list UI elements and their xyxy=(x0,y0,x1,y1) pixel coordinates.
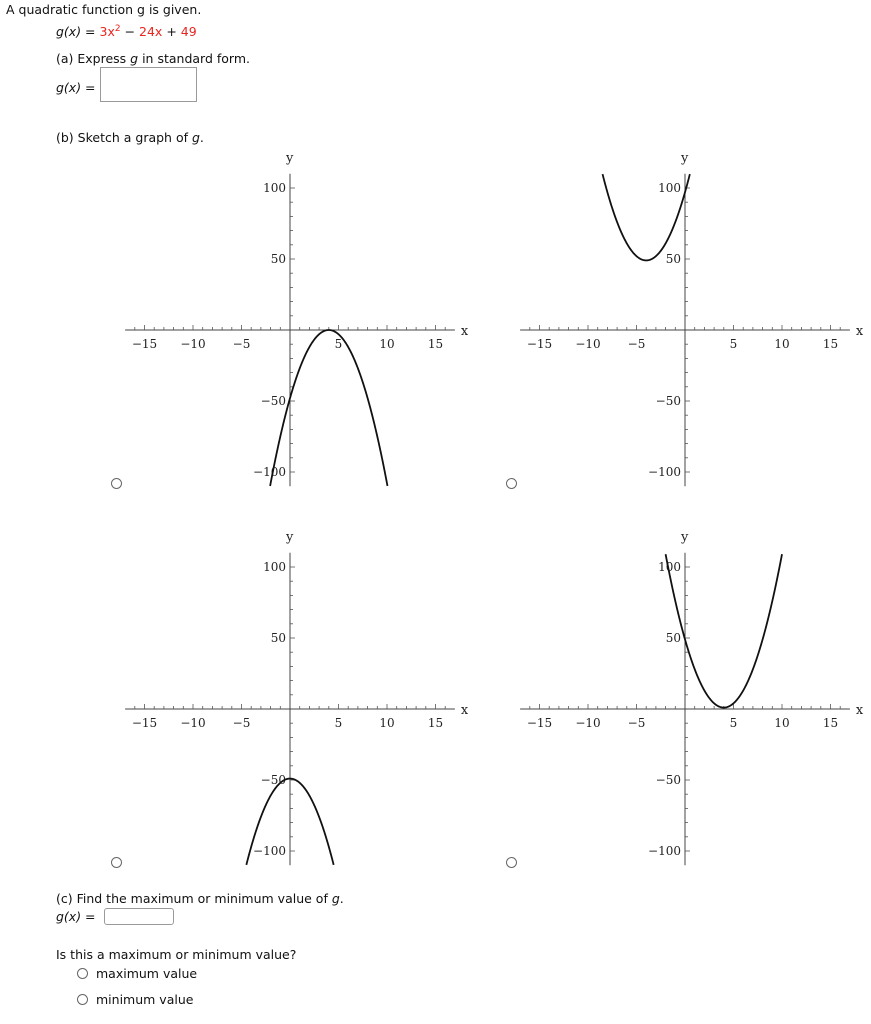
graph-option-1-radio[interactable] xyxy=(111,478,122,489)
intro-label: A quadratic function g is given. xyxy=(6,2,202,17)
function-c-term: 49 xyxy=(180,24,197,40)
x-tick-label: −15 xyxy=(131,716,158,730)
x-tick-label: −15 xyxy=(526,337,553,351)
graph-option-3-radio[interactable] xyxy=(111,857,122,868)
y-axis-label: y xyxy=(286,150,294,166)
function-b-op: − xyxy=(120,24,140,40)
x-tick-label: −5 xyxy=(627,337,646,351)
y-tick-label: −50 xyxy=(260,394,286,408)
x-tick-label: −15 xyxy=(526,716,553,730)
x-tick-label: −10 xyxy=(575,337,601,351)
part-c-prompt-pre: (c) Find the maximum or minimum value of xyxy=(56,891,332,906)
y-tick-label: 100 xyxy=(263,560,286,574)
y-tick-label: 50 xyxy=(665,252,681,266)
function-a-exponent: 2 xyxy=(114,24,121,34)
x-tick-label: −15 xyxy=(131,337,158,351)
y-axis-label: y xyxy=(681,529,689,545)
part-c-prompt xyxy=(56,891,344,906)
y-tick-label: 100 xyxy=(263,181,286,195)
x-tick-label: 5 xyxy=(334,716,343,730)
x-tick-label: −5 xyxy=(232,716,251,730)
maximum-value-label[interactable]: maximum value xyxy=(96,966,198,981)
x-axis-label: x xyxy=(460,324,469,339)
max-min-question: Is this a maximum or minimum value? xyxy=(56,947,297,962)
parabola-curve xyxy=(270,330,387,486)
graph-option-1 xyxy=(100,145,500,505)
minimum-value-label[interactable]: minimum value xyxy=(96,992,194,1007)
function-lhs: g(x) = xyxy=(56,24,100,40)
x-tick-label: −5 xyxy=(232,337,251,351)
y-tick-label: 50 xyxy=(270,252,286,266)
part-b-prompt-pre: (b) Sketch a graph of xyxy=(56,130,192,145)
maximum-value-radio[interactable] xyxy=(77,968,88,979)
y-axis-label: y xyxy=(286,529,294,545)
x-axis-label: x xyxy=(460,703,469,718)
part-b-prompt-post: . xyxy=(199,130,204,145)
x-tick-label: −10 xyxy=(180,337,206,351)
y-tick-label: 50 xyxy=(270,631,286,645)
x-tick-label: 15 xyxy=(822,337,839,351)
intro-text xyxy=(6,2,201,17)
x-tick-label: −10 xyxy=(575,716,601,730)
graph-option-2-radio[interactable] xyxy=(506,478,517,489)
graph-option-4 xyxy=(495,524,871,884)
y-tick-label: −50 xyxy=(655,773,681,787)
x-tick-label: 15 xyxy=(427,337,444,351)
y-tick-label: 50 xyxy=(665,631,681,645)
graph-option-4-radio[interactable] xyxy=(506,857,517,868)
y-tick-label: −100 xyxy=(253,465,286,479)
y-tick-label: 100 xyxy=(658,181,681,195)
x-axis-label: x xyxy=(855,703,864,718)
part-c-answer-label: g(x) = xyxy=(56,909,96,924)
minimum-value-radio[interactable] xyxy=(77,994,88,1005)
x-axis-label: x xyxy=(855,324,864,339)
part-c-prompt-var: g xyxy=(331,891,340,906)
x-tick-label: 5 xyxy=(334,337,343,351)
x-tick-label: −5 xyxy=(627,716,646,730)
x-tick-label: 10 xyxy=(774,337,790,351)
part-b-prompt-var: g xyxy=(191,130,200,145)
part-a-prompt-pre: (a) Express xyxy=(56,51,131,66)
x-tick-label: 5 xyxy=(729,716,738,730)
y-tick-label: −50 xyxy=(260,773,286,787)
graph-option-2 xyxy=(495,145,871,505)
part-a-prompt xyxy=(56,51,250,66)
function-c-op: + xyxy=(162,24,181,40)
part-a-prompt-post: in standard form. xyxy=(138,51,250,66)
x-tick-label: 15 xyxy=(822,716,839,730)
y-tick-label: −100 xyxy=(253,844,286,858)
x-tick-label: 10 xyxy=(774,716,790,730)
y-tick-label: −50 xyxy=(655,394,681,408)
standard-form-input[interactable] xyxy=(100,67,197,102)
part-a-prompt-var: g xyxy=(130,51,139,66)
max-min-value-input[interactable] xyxy=(104,908,174,925)
part-a-answer-label: g(x) = xyxy=(56,80,96,95)
function-definition xyxy=(56,24,197,39)
x-tick-label: −10 xyxy=(180,716,206,730)
parabola-curve xyxy=(666,554,782,707)
part-c-prompt-post: . xyxy=(339,891,344,906)
function-a-term: 3x xyxy=(99,24,115,40)
graph-option-3 xyxy=(100,524,500,884)
y-tick-label: −100 xyxy=(648,844,681,858)
y-tick-label: −100 xyxy=(648,465,681,479)
x-tick-label: 15 xyxy=(427,716,444,730)
function-b-term: 24x xyxy=(139,24,163,40)
x-tick-label: 10 xyxy=(379,716,395,730)
x-tick-label: 10 xyxy=(379,337,395,351)
y-axis-label: y xyxy=(681,150,689,166)
y-tick-label: 100 xyxy=(658,560,681,574)
x-tick-label: 5 xyxy=(729,337,738,351)
part-b-prompt xyxy=(56,130,204,145)
